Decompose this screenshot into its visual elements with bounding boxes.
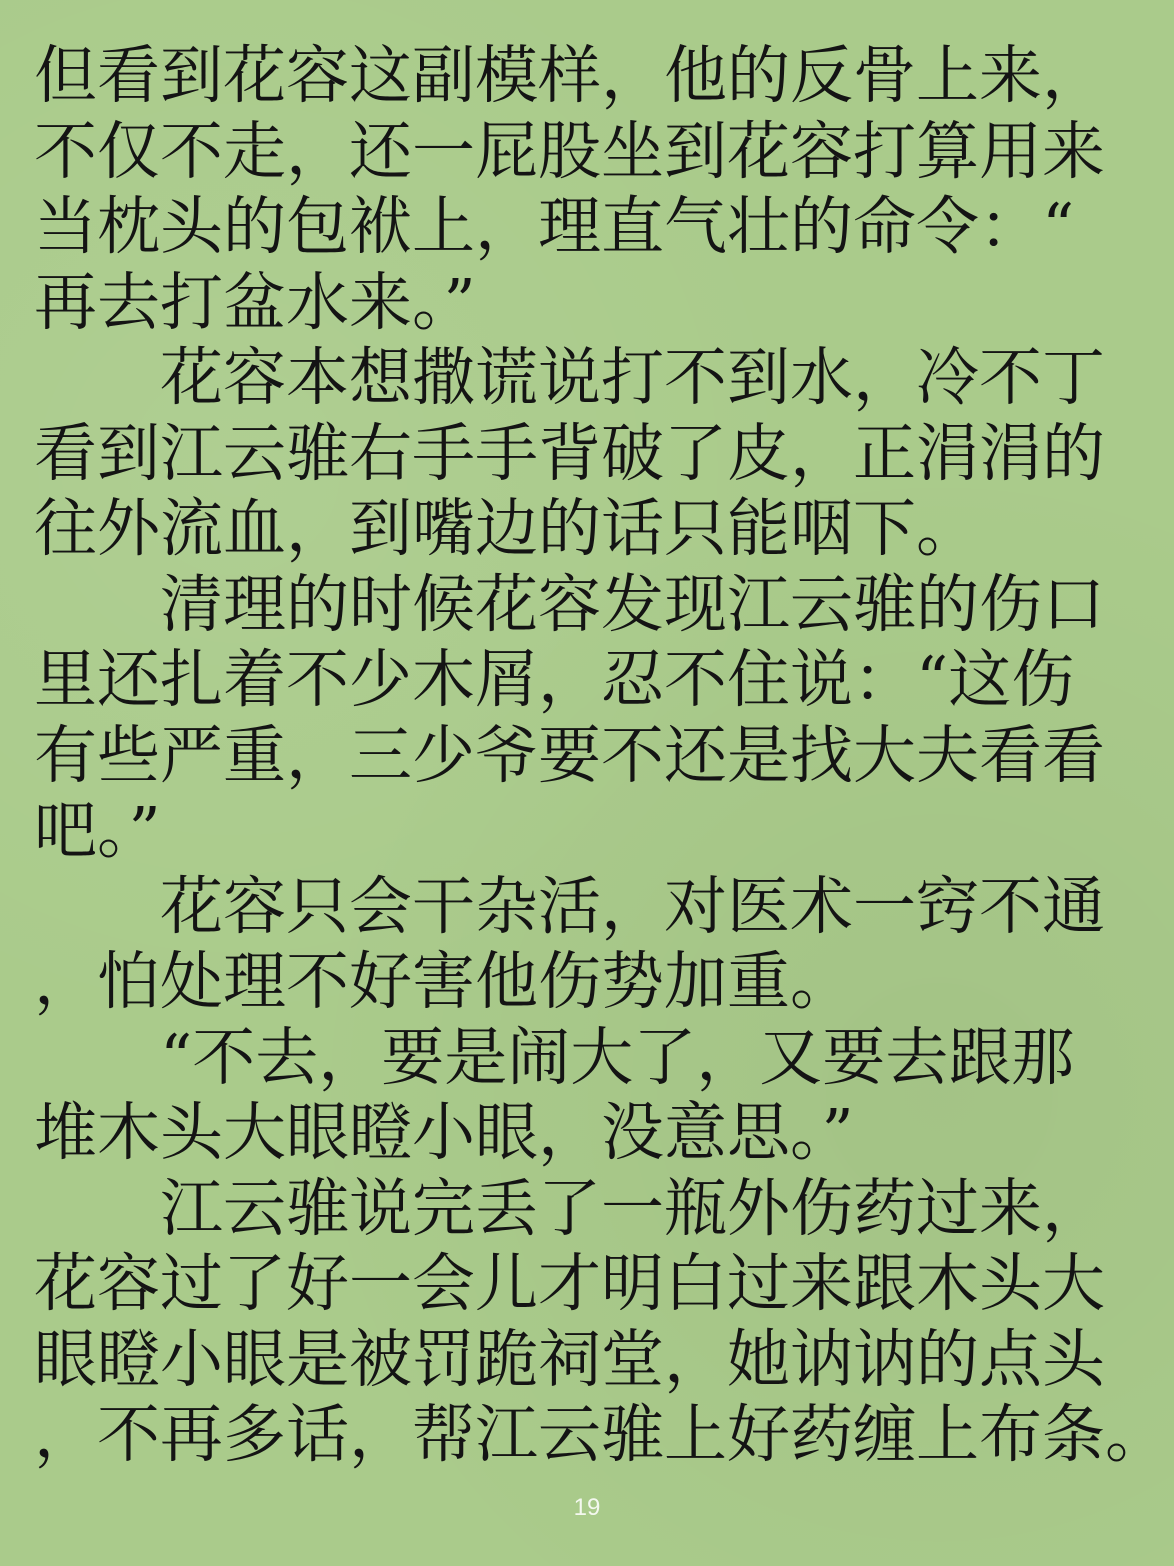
text-line: 花容本想撒谎说打不到水，冷不丁 xyxy=(34,341,1105,414)
text-line: 吧。” xyxy=(34,794,161,867)
text-line: 清理的时候花容发现江云骓的伤口 xyxy=(34,567,1105,641)
text-line: 花容只会干杂活，对医术一窍不通 xyxy=(34,869,1105,943)
text-line: 但看到花容这副模样，他的反骨上来， xyxy=(34,39,1105,112)
body-text xyxy=(34,38,1168,1473)
text-line: 往外流血，到嘴边的话只能咽下。 xyxy=(34,492,979,565)
text-line: 江云骓说完丢了一瓶外伤药过来， xyxy=(34,1171,1105,1245)
text-line: 不仅不走，还一屁股坐到花容打算用来 xyxy=(34,114,1105,188)
text-line: 再去打盆水来。” xyxy=(34,265,476,339)
text-line: 里还扎着不少木屑，忍不住说：“这伤 xyxy=(34,643,1075,716)
text-line: 堆木头大眼瞪小眼，没意思。” xyxy=(34,1096,854,1169)
page-number: 19 xyxy=(573,1494,601,1521)
text-line: “不去，要是闹大了，又要去跟那 xyxy=(34,1020,1075,1094)
text-line: ，不再多话，帮江云骓上好药缠上布条。 xyxy=(34,1398,1168,1471)
text-line: 眼瞪小眼是被罚跪祠堂，她讷讷的点头 xyxy=(34,1322,1105,1396)
text-line: 看到江云骓右手手背破了皮，正涓涓的 xyxy=(34,416,1105,490)
text-line: ，怕处理不好害他伤势加重。 xyxy=(34,945,853,1018)
text-line: 当枕头的包袱上，理直气壮的命令：“ xyxy=(34,190,1075,263)
text-line: 花容过了好一会儿才明白过来跟木头大 xyxy=(34,1247,1105,1320)
text-line: 有些严重，三少爷要不还是找大夫看看 xyxy=(34,718,1105,792)
